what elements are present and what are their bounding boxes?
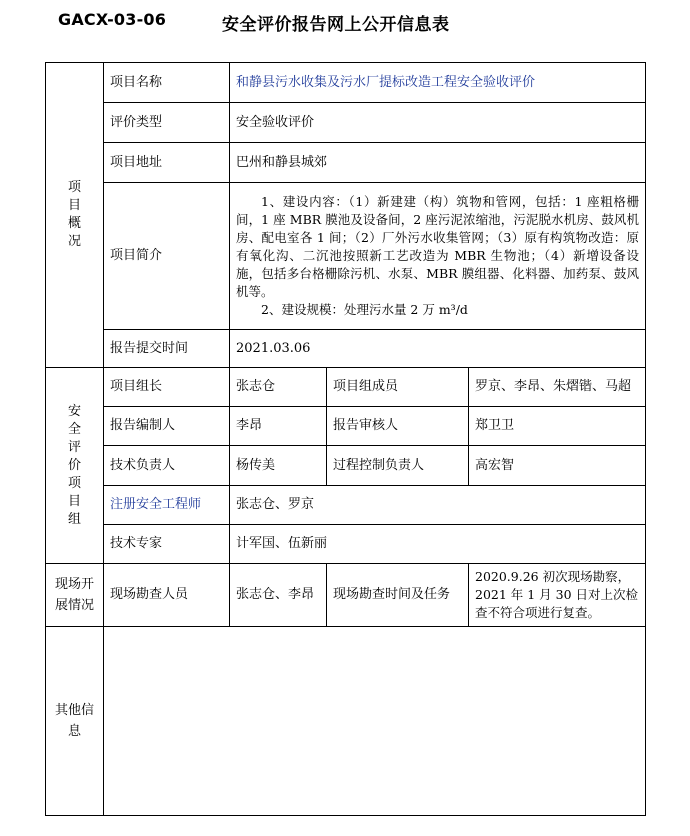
value-engineers: 张志仓、罗京 bbox=[230, 486, 646, 525]
intro-paragraph-1: 1、建设内容：（1）新建建（构）筑物和管网，包括：1 座粗格栅间，1 座 MBR 膜池及设备间，2 座污泥浓缩池，污泥脱水机房、鼓风机房、配电室各 1 间；（2）厂外污水收集管网；（3）原有构筑物改造：原有氧化沟、二沉池按照新工艺改造为 MBR 生物池；（4）新增设备设施，包括多台格栅除污机、水泵、MBR 膜组器、化料器、加药泵、鼓风机等。 bbox=[236, 194, 640, 299]
label-author: 报告编制人 bbox=[104, 407, 230, 446]
label-site-task: 现场勘查时间及任务 bbox=[327, 564, 469, 627]
value-tech-lead: 杨传美 bbox=[230, 446, 327, 486]
row-team-tech bbox=[46, 446, 646, 486]
label-eval-type: 评价类型 bbox=[104, 103, 230, 143]
section-team bbox=[46, 368, 104, 564]
value-process: 高宏智 bbox=[469, 446, 646, 486]
value-members: 罗京、李昂、朱熠锴、马超 bbox=[469, 368, 646, 407]
value-experts: 计军国、伍新丽 bbox=[230, 525, 646, 564]
label-reviewer: 报告审核人 bbox=[327, 407, 469, 446]
value-eval-type: 安全验收评价 bbox=[230, 103, 646, 143]
section-other bbox=[46, 627, 104, 816]
row-site bbox=[46, 564, 646, 627]
label-tech-lead: 技术负责人 bbox=[104, 446, 230, 486]
label-members: 项目组成员 bbox=[327, 368, 469, 407]
value-project-name: 和静县污水收集及污水厂提标改造工程安全验收评价 bbox=[230, 63, 646, 103]
section-overview bbox=[46, 63, 104, 368]
row-team-engineers bbox=[46, 486, 646, 525]
row-intro bbox=[46, 183, 646, 330]
label-process: 过程控制负责人 bbox=[327, 446, 469, 486]
value-submit-date: 2021.03.06 bbox=[230, 330, 646, 368]
value-address: 巴州和静县城郊 bbox=[230, 143, 646, 183]
value-leader: 张志仓 bbox=[230, 368, 327, 407]
label-experts: 技术专家 bbox=[104, 525, 230, 564]
section-team-label: 安全评价项目组 bbox=[67, 403, 81, 527]
label-leader: 项目组长 bbox=[104, 368, 230, 407]
section-other-label: 其他信息 bbox=[54, 703, 94, 739]
section-overview-label: 项目概况 bbox=[67, 180, 81, 249]
value-reviewer: 郑卫卫 bbox=[469, 407, 646, 446]
page-title: 安全评价报告网上公开信息表 bbox=[222, 15, 450, 35]
label-engineers: 注册安全工程师 bbox=[104, 486, 230, 525]
row-team-experts bbox=[46, 525, 646, 564]
label-site-staff: 现场勘查人员 bbox=[104, 564, 230, 627]
value-site-task: 2020.9.26 初次现场勘察，2021 年 1 月 30 日对上次检查不符合项进行复查。 bbox=[469, 564, 646, 627]
form-code: GACX-03-06 bbox=[58, 10, 167, 29]
label-address: 项目地址 bbox=[104, 143, 230, 183]
value-author: 李昂 bbox=[230, 407, 327, 446]
row-other bbox=[46, 627, 646, 816]
value-intro bbox=[230, 183, 646, 330]
value-other bbox=[104, 627, 646, 816]
row-team-leader bbox=[46, 368, 646, 407]
intro-paragraph-2: 2、建设规模：处理污水量 2 万 m³/d bbox=[261, 302, 468, 317]
row-project-name bbox=[46, 63, 646, 103]
label-intro: 项目简介 bbox=[104, 183, 230, 330]
info-table bbox=[45, 62, 646, 816]
row-submit-date bbox=[46, 330, 646, 368]
label-project-name: 项目名称 bbox=[104, 63, 230, 103]
section-site bbox=[46, 564, 104, 627]
section-site-label: 现场开展情况 bbox=[54, 577, 94, 613]
label-submit-date: 报告提交时间 bbox=[104, 330, 230, 368]
row-eval-type bbox=[46, 103, 646, 143]
row-team-author bbox=[46, 407, 646, 446]
value-site-staff: 张志仓、李昂 bbox=[230, 564, 327, 627]
row-address bbox=[46, 143, 646, 183]
